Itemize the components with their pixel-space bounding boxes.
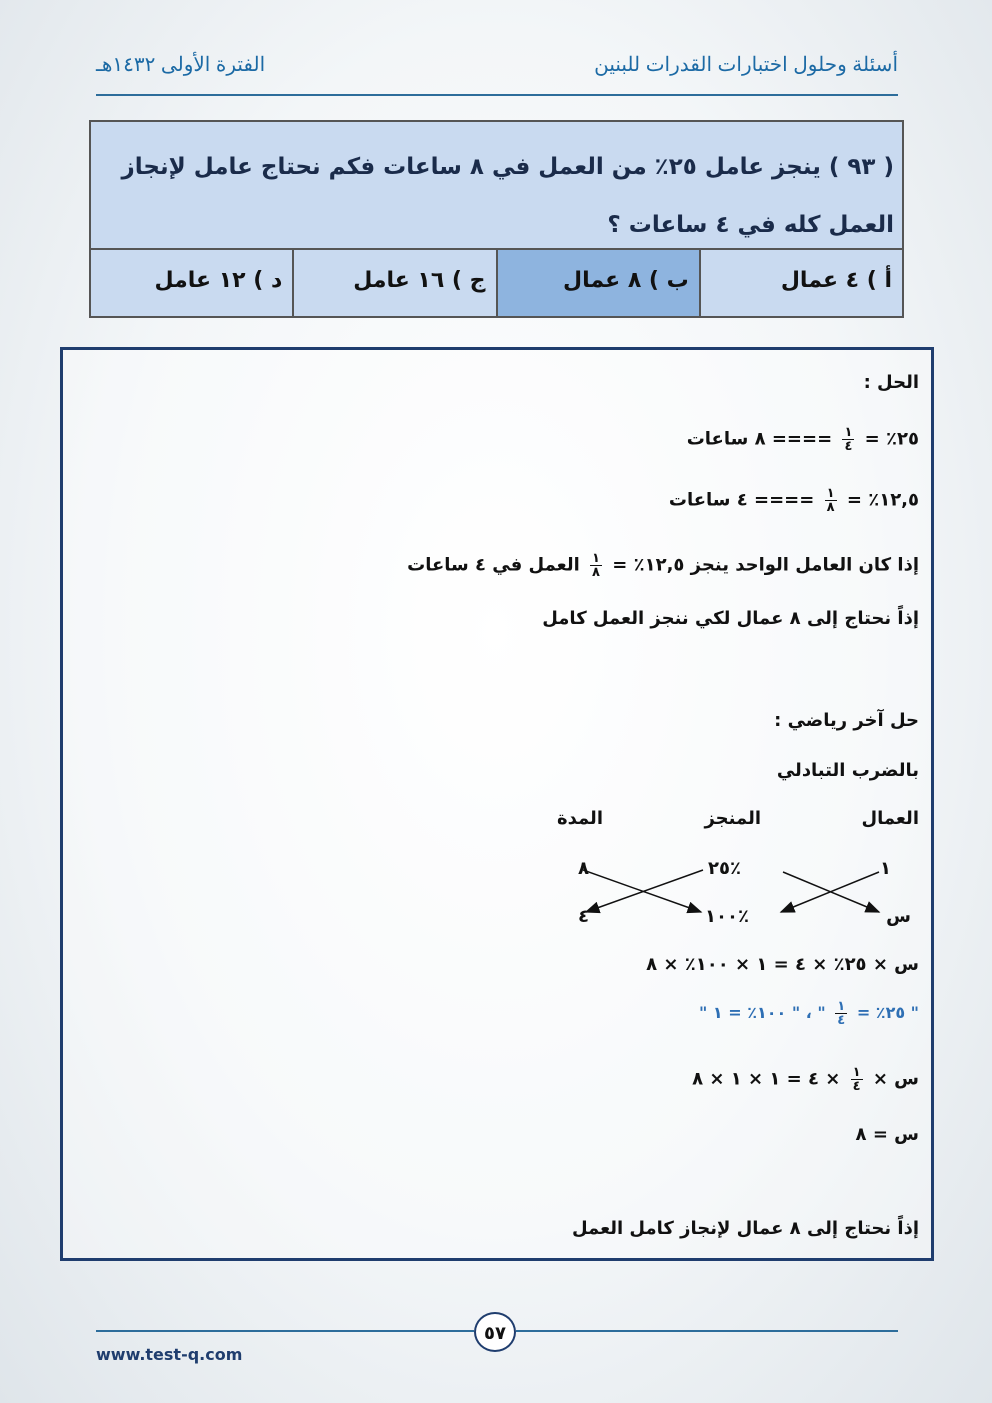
page-number: ٥٧ — [474, 1312, 516, 1352]
footer-line-left — [96, 1330, 474, 1332]
r2-done: ١٠٠٪ — [705, 906, 749, 927]
option-c[interactable]: ج ) ١٦ عامل — [292, 250, 495, 316]
solution-title: الحل : — [863, 372, 919, 393]
fraction: $\frac{١}{٤}$ — [844, 425, 853, 454]
r1-duration: ٨ — [578, 858, 589, 879]
period-label: الفترة الأولى ١٤٣٢هـ — [96, 54, 266, 76]
col-duration: المدة — [556, 808, 603, 829]
option-b[interactable]: ب ) ٨ عمال — [496, 250, 699, 316]
alt-solution-title: حل آخر رياضي : — [774, 710, 919, 731]
equation-2: س × $\frac{١}{٤}$ × ٤ = ١ × ١ × ٨ — [692, 1065, 919, 1094]
col-workers: العمال — [861, 808, 919, 829]
r1-workers: ١ — [880, 858, 891, 879]
fraction: $\frac{١}{٤}$ — [852, 1065, 861, 1094]
question-box — [89, 120, 904, 318]
header-divider — [96, 94, 898, 96]
fraction: $\frac{١}{٤}$ — [837, 999, 846, 1028]
note-line: " ٢٥٪ = $\frac{١}{٤}$ " ، " ١٠٠٪ = ١ " — [698, 999, 919, 1028]
col-done: المنجز — [704, 808, 761, 829]
equation-1: س × ٢٥٪ × ٤ = ١ × ١٠٠٪ × ٨ — [646, 954, 919, 975]
options-row — [91, 248, 902, 316]
option-d[interactable]: د ) ١٢ عامل — [154, 268, 283, 293]
book-title: أسئلة وحلول اختبارات القدرات للبنين — [594, 54, 898, 76]
fraction: $\frac{١}{٨}$ — [826, 486, 835, 515]
r1-done: ٢٥٪ — [708, 858, 741, 879]
website-link[interactable]: www.test-q.com — [96, 1345, 243, 1364]
option-a[interactable]: أ ) ٤ عمال — [699, 250, 902, 316]
equation-3: س = ٨ — [855, 1124, 919, 1145]
footer-line-right — [516, 1330, 898, 1332]
question-text: ( ٩٣ ) ينجز عامل ٢٥٪ من العمل في ٨ ساعات فكم نحتاج عامل لإنجاز العمل كله في ٤ ساعات ؟ — [121, 154, 894, 238]
solution-box — [60, 347, 934, 1261]
r2-workers: س — [886, 906, 911, 927]
r2-duration: ٤ — [578, 906, 589, 927]
solution-line-2: ١٢,٥٪ = $\frac{١}{٨}$ ==== ٤ ساعات — [668, 486, 919, 515]
solution-line-4: إذاً نحتاج إلى ٨ عمال لكي ننجز العمل كامل — [542, 608, 919, 629]
solution-line-1: ٢٥٪ = $\frac{١}{٤}$ ==== ٨ ساعات — [686, 425, 919, 454]
fraction: $\frac{١}{٨}$ — [592, 551, 600, 580]
alt-method: بالضرب التبادلي — [776, 760, 919, 781]
conclusion: إذاً نحتاج إلى ٨ عمال لإنجاز كامل العمل — [571, 1218, 919, 1239]
solution-line-3: إذا كان العامل الواحد ينجز ١٢,٥٪ = $\frac{١}{٨}$ العمل في ٤ ساعات — [407, 551, 919, 580]
cross-multiplication-arrows — [583, 850, 903, 930]
